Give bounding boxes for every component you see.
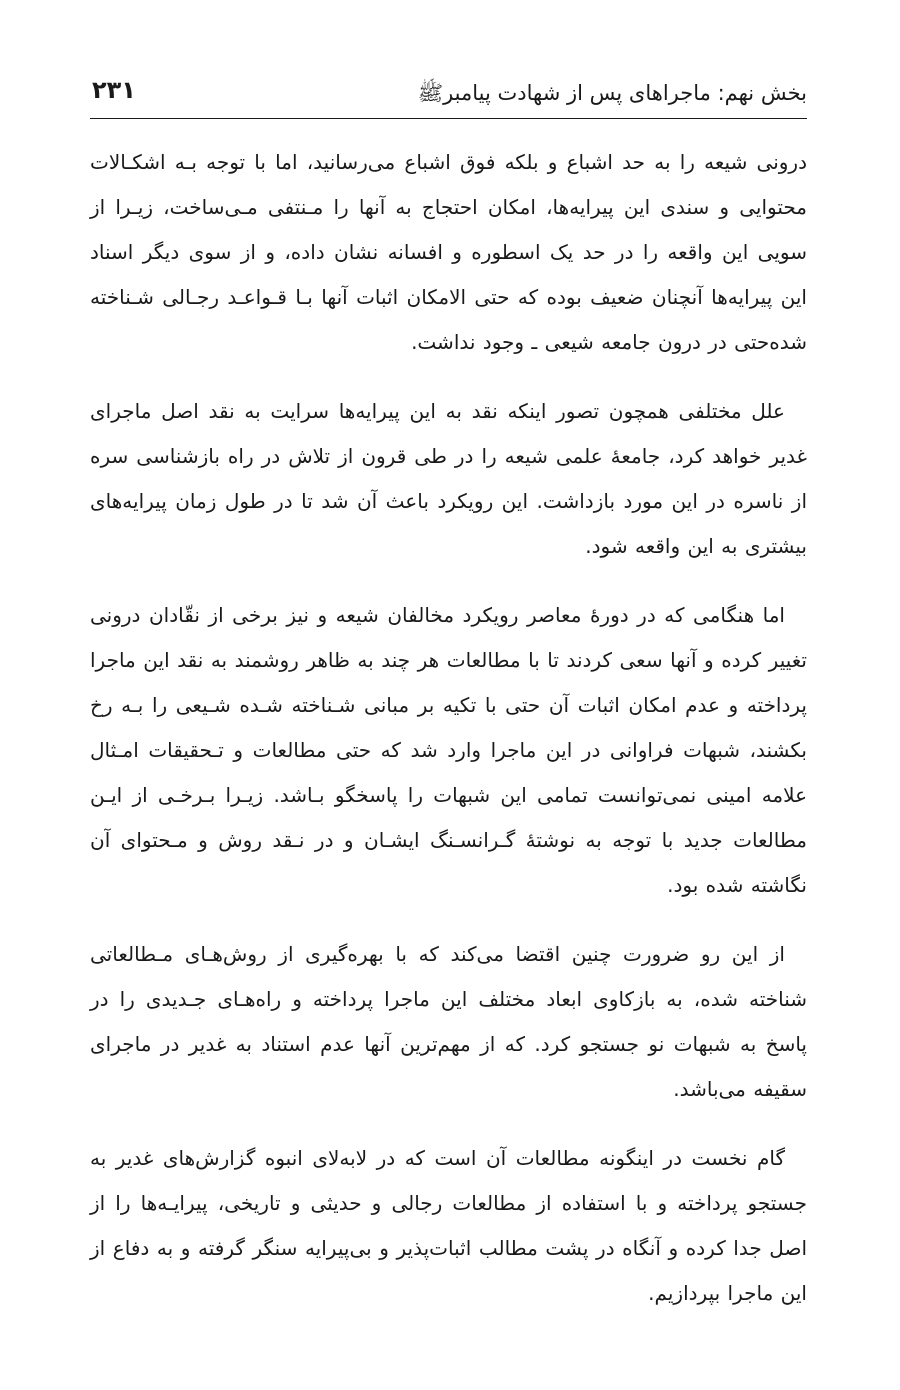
- page-number: ۲۳۱: [92, 76, 136, 104]
- paragraph-5: گام نخست در اینگونه مطالعات آن است که در لابه‌لای انبوه گزارش‌های غدیر به جستجو پرداخته و با استفاده از مطالعات رجالی و حدیثی و تاریخی، پیرایـه‌ها را از اصل جدا کرده و آنگاه در پشت مطالب اثبات‌پذیر و بی‌پیرایه سنگر گرفته و به دفاع از این ماجرا بپردازیم.: [90, 1146, 807, 1305]
- paragraph-3: اما هنگامی که در دورهٔ معاصر رویکرد مخالفان شیعه و نیز برخی از نقّادان درونی تغییر کرده و آنها سعی کردند تا با مطالعات هر چند به ظاهر روشمند به نقد این ماجرا پرداخته و عدم امکان اثبات آن حتی با تکیه بر مبانی شـناخته شـده شـیعی را بـه رخ بکشند، شبهات فراوانی در این ماجرا وارد شد که حتی مطالعات و تـحقیقات امـثال علامه امینی نمی‌توانست تمامی این شبهات را پاسخگو بـاشد. زیـرا بـرخـی از ایـن مطالعات جدید با توجه به نوشتهٔ گـرانسـنگ ایشـان و در نـقد روش و مـحتوای آن نگاشته شده بود.: [90, 603, 807, 897]
- paragraph-4: از این رو ضرورت چنین اقتضا می‌کند که با بهره‌گیری از روش‌هـای مـطالعاتی شناخته شده، به بازکاوی ابعاد مختلف این ماجرا پرداخته و راه‌هـای جـدیدی را در پاسخ به شبهات نو جستجو کرد. که از مهم‌ترین آنها عدم استناد به غدیر در ماجرای سقیفه می‌باشد.: [90, 942, 807, 1101]
- paragraph-1: درونی شیعه را به حد اشباع و بلکه فوق اشباع می‌رسانید، اما با توجه بـه اشکـالات محتوایی و سندی این پیرایه‌ها، امکان احتجاج به آنها را مـنتفی مـی‌ساخت، زیـرا از سویی این واقعه را در حد یک اسطوره و افسانه نشان داده، و از سوی دیگر اسناد این پیرایه‌ها آنچنان ضعیف بوده که حتی الامکان اثبات آنها بـا قـواعـد رجـالی شـناخته شده‌حتی در درون جامعه شیعی ـ وجود نداشت.: [90, 150, 807, 354]
- chapter-title: بخش نهم: ماجراهای پس از شهادت پیامبرﷺ: [417, 81, 807, 105]
- body-text: [90, 140, 807, 1340]
- header-rule: [90, 118, 807, 119]
- paragraph-2: علل مختلفی همچون تصور اینکه نقد به این پیرایه‌ها سرایت به نقد اصل ماجرای غدیر خواهد کرد، جامعهٔ علمی شیعه را در طی قرون از تلاش در راه بازشناسی سره از ناسره در این مورد بازداشت. این رویکرد باعث آن شد تا در طول زمان پیرایه‌های بیشتری به این واقعه شود.: [90, 399, 807, 558]
- running-head: [90, 70, 807, 114]
